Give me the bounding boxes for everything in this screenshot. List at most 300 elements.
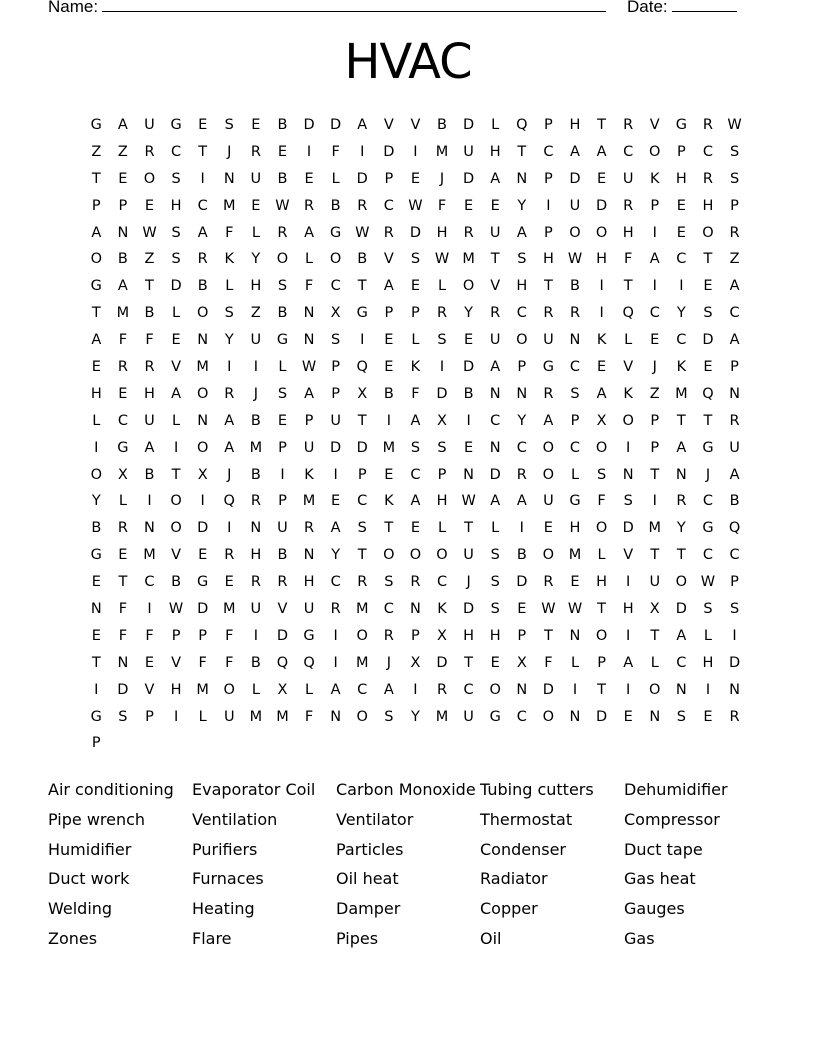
grid-letter: B xyxy=(463,385,474,402)
word-list-item: Duct tape xyxy=(624,839,703,859)
grid-letter: B xyxy=(277,170,288,187)
grid-letter: N xyxy=(516,170,528,187)
word-list-item: Ventilator xyxy=(336,809,414,829)
grid-letter: I xyxy=(306,143,312,160)
grid-letter: I xyxy=(333,466,338,483)
grid-letter: H xyxy=(569,117,581,133)
grid-letter: F xyxy=(225,654,234,671)
grid-letter: N xyxy=(675,681,687,698)
grid-letter: E xyxy=(198,547,208,564)
grid-letter: I xyxy=(626,627,631,644)
grid-letter: T xyxy=(597,681,606,698)
grid-letter: W xyxy=(461,493,476,510)
grid-letter: F xyxy=(118,601,128,618)
date-line[interactable] xyxy=(672,0,737,12)
grid-letter: Y xyxy=(517,412,527,429)
grid-letter: W xyxy=(275,197,290,214)
grid-letter: B xyxy=(383,385,394,402)
grid-letter: C xyxy=(543,143,554,160)
grid-letter: C xyxy=(649,305,660,322)
grid-letter: A xyxy=(330,520,341,537)
grid-letter: D xyxy=(276,627,289,644)
grid-letter: D xyxy=(356,170,368,187)
grid-letter: O xyxy=(196,439,209,456)
grid-letter: P xyxy=(676,143,686,160)
grid-letter: H xyxy=(702,654,714,671)
grid-letter: B xyxy=(277,117,288,133)
grid-letter: U xyxy=(223,708,235,725)
word-list-item: Zones xyxy=(48,928,98,948)
grid-letter: G xyxy=(489,708,501,725)
grid-letter: H xyxy=(702,197,714,214)
grid-letter: A xyxy=(676,627,687,644)
grid-letter: O xyxy=(196,305,209,322)
grid-letter: N xyxy=(303,305,315,322)
grid-letter: H xyxy=(622,601,634,618)
grid-letter: L xyxy=(305,681,314,698)
grid-letter: T xyxy=(543,627,553,644)
grid-letter: C xyxy=(383,601,394,618)
grid-letter: L xyxy=(251,224,260,241)
grid-letter: O xyxy=(675,574,688,591)
word-list-item: Radiator xyxy=(480,869,548,889)
grid-letter: A xyxy=(117,278,128,295)
grid-letter: O xyxy=(649,681,661,698)
grid-letter: N xyxy=(729,385,740,402)
grid-letter: D xyxy=(303,117,315,133)
grid-letter: F xyxy=(544,654,553,671)
grid-letter: R xyxy=(117,359,128,376)
grid-letter: I xyxy=(173,439,179,456)
grid-letter: V xyxy=(410,117,421,133)
grid-letter: E xyxy=(251,197,261,214)
grid-letter: K xyxy=(623,385,633,402)
grid-letter: O xyxy=(356,708,368,725)
grid-letter: E xyxy=(596,359,607,376)
grid-letter: U xyxy=(543,493,554,510)
grid-letter: M xyxy=(143,547,156,564)
grid-letter: M xyxy=(249,708,263,725)
grid-letter: D xyxy=(330,117,342,133)
grid-letter: T xyxy=(490,251,500,268)
grid-letter: I xyxy=(227,359,232,376)
grid-letter: N xyxy=(303,332,315,349)
grid-letter: T xyxy=(464,654,474,671)
grid-letter: T xyxy=(91,305,101,322)
grid-letter: R xyxy=(702,117,713,133)
grid-letter: D xyxy=(516,574,528,591)
grid-letter: O xyxy=(436,547,448,564)
grid-letter: D xyxy=(170,278,182,295)
grid-letter: S xyxy=(703,601,713,618)
grid-letter: N xyxy=(144,520,155,537)
grid-letter: T xyxy=(543,278,553,295)
grid-letter: I xyxy=(360,143,365,160)
grid-letter: D xyxy=(197,601,209,618)
grid-letter: X xyxy=(596,412,607,429)
grid-letter: E xyxy=(91,627,101,644)
grid-letter: E xyxy=(224,574,234,591)
grid-letter: M xyxy=(302,493,316,510)
grid-letter: F xyxy=(437,197,447,214)
word-list-item: Dehumidifier xyxy=(624,780,728,799)
grid-letter: I xyxy=(626,439,631,456)
grid-letter: U xyxy=(144,412,155,429)
grid-letter: E xyxy=(384,359,394,376)
grid-letter: L xyxy=(198,708,207,725)
grid-letter: M xyxy=(435,143,449,160)
grid-letter: X xyxy=(410,654,421,671)
grid-letter: T xyxy=(118,574,128,591)
grid-letter: H xyxy=(596,251,608,268)
grid-letter: A xyxy=(490,170,501,187)
grid-letter: D xyxy=(702,332,714,349)
grid-letter: L xyxy=(437,520,447,537)
grid-letter: G xyxy=(276,332,289,349)
grid-letter: M xyxy=(435,708,449,725)
grid-letter: X xyxy=(437,412,447,429)
grid-letter: E xyxy=(331,493,341,510)
grid-letter: A xyxy=(330,681,341,698)
grid-letter: W xyxy=(301,359,317,376)
grid-letter: P xyxy=(437,466,447,483)
grid-letter: E xyxy=(118,385,128,402)
grid-letter: N xyxy=(117,654,129,671)
grid-letter: V xyxy=(277,601,288,618)
grid-letter: I xyxy=(94,439,99,456)
grid-letter: I xyxy=(333,654,338,671)
grid-letter: T xyxy=(703,412,713,429)
grid-letter: Y xyxy=(464,305,474,322)
grid-letter: P xyxy=(145,708,154,725)
grid-letter: O xyxy=(516,332,528,349)
grid-letter: Q xyxy=(516,117,528,133)
grid-letter: I xyxy=(280,466,285,483)
grid-letter: O xyxy=(90,251,102,268)
grid-letter: K xyxy=(650,170,660,187)
word-list-item: Oil heat xyxy=(336,869,399,889)
grid-letter: A xyxy=(410,412,421,429)
grid-letter: E xyxy=(91,359,101,376)
grid-letter: C xyxy=(729,305,740,322)
grid-letter: U xyxy=(569,197,581,214)
grid-letter: H xyxy=(144,385,155,402)
word-list-item: Pipe wrench xyxy=(48,809,146,829)
grid-letter: V xyxy=(623,359,634,376)
grid-letter: Z xyxy=(649,385,660,402)
grid-letter: G xyxy=(90,117,102,133)
grid-letter: O xyxy=(542,708,555,725)
grid-letter: P xyxy=(544,170,553,187)
grid-letter: P xyxy=(171,627,181,644)
grid-letter: C xyxy=(383,197,394,214)
grid-letter: T xyxy=(597,117,606,133)
grid-letter: I xyxy=(546,197,551,214)
word-list-item: Purifiers xyxy=(192,839,258,859)
grid-letter: X xyxy=(277,681,288,698)
grid-letter: A xyxy=(91,332,102,349)
grid-letter: P xyxy=(730,197,739,214)
grid-letter: B xyxy=(144,305,155,322)
grid-letter: B xyxy=(330,197,341,214)
grid-letter: E xyxy=(650,332,660,349)
word-list-item: Condenser xyxy=(480,839,566,859)
grid-letter: P xyxy=(650,439,660,456)
grid-letter: S xyxy=(357,520,367,537)
grid-letter: A xyxy=(117,117,128,133)
grid-letter: D xyxy=(436,385,448,402)
grid-letter: V xyxy=(144,681,155,698)
grid-letter: C xyxy=(702,493,714,510)
grid-letter: B xyxy=(729,493,740,510)
grid-letter: B xyxy=(197,278,208,295)
grid-letter: H xyxy=(463,627,475,644)
grid-letter: L xyxy=(703,627,712,644)
grid-letter: U xyxy=(250,170,262,187)
grid-letter: R xyxy=(463,224,474,241)
grid-letter: X xyxy=(437,627,447,644)
grid-letter: I xyxy=(200,170,205,187)
grid-letter: X xyxy=(330,305,341,322)
grid-letter: A xyxy=(490,493,501,510)
grid-letter: L xyxy=(624,332,633,349)
grid-letter: S xyxy=(490,547,500,564)
grid-letter: O xyxy=(595,627,608,644)
grid-letter: E xyxy=(304,170,314,187)
grid-letter: D xyxy=(356,439,368,456)
grid-letter: T xyxy=(703,251,713,268)
grid-letter: E xyxy=(676,224,686,241)
grid-letter: S xyxy=(490,574,500,591)
grid-letter: K xyxy=(596,332,607,349)
grid-letter: Z xyxy=(729,251,740,268)
grid-letter: O xyxy=(595,439,608,456)
grid-letter: R xyxy=(250,143,261,160)
grid-letter: E xyxy=(703,708,713,725)
grid-letter: P xyxy=(730,574,739,591)
grid-letter: Q xyxy=(356,359,368,376)
name-field[interactable] xyxy=(48,0,606,17)
grid-letter: U xyxy=(489,224,501,241)
grid-letter: O xyxy=(329,251,342,268)
grid-letter: K xyxy=(410,359,421,376)
grid-letter: R xyxy=(224,547,235,564)
grid-letter: E xyxy=(517,601,527,618)
word-list xyxy=(48,777,768,956)
page-title: HVAC xyxy=(344,34,472,90)
grid-letter: O xyxy=(409,547,422,564)
grid-letter: R xyxy=(383,627,394,644)
grid-letter: U xyxy=(277,520,288,537)
grid-letter: D xyxy=(622,520,634,537)
grid-letter: O xyxy=(542,466,555,483)
grid-letter: P xyxy=(384,170,394,187)
grid-letter: A xyxy=(304,224,314,241)
grid-letter: P xyxy=(331,359,341,376)
grid-letter: H xyxy=(436,224,448,241)
grid-letter: E xyxy=(464,197,474,214)
grid-letter: A xyxy=(383,681,394,698)
grid-letter: O xyxy=(196,385,209,402)
grid-letter: U xyxy=(250,332,262,349)
grid-letter: J xyxy=(705,466,711,483)
grid-letter: L xyxy=(331,170,340,187)
grid-letter: Y xyxy=(251,251,261,268)
grid-letter: R xyxy=(197,251,208,268)
grid-letter: Q xyxy=(276,654,289,671)
grid-letter: I xyxy=(147,493,152,510)
grid-letter: U xyxy=(489,332,501,349)
grid-letter: E xyxy=(251,117,261,133)
grid-letter: W xyxy=(727,117,742,133)
grid-letter: T xyxy=(650,547,660,564)
grid-letter: C xyxy=(490,412,501,429)
grid-letter: C xyxy=(117,412,128,429)
grid-letter: G xyxy=(702,520,714,537)
grid-letter: W xyxy=(567,251,583,268)
grid-letter: D xyxy=(463,601,475,618)
grid-letter: P xyxy=(650,412,660,429)
grid-letter: A xyxy=(543,412,554,429)
grid-letter: N xyxy=(516,385,528,402)
grid-letter: L xyxy=(251,681,260,698)
grid-letter: H xyxy=(303,574,315,591)
grid-letter: S xyxy=(623,493,633,510)
grid-letter: L xyxy=(570,654,580,671)
grid-letter: A xyxy=(357,117,368,133)
grid-letter: N xyxy=(516,681,528,698)
grid-letter: D xyxy=(675,601,687,618)
grid-letter: I xyxy=(333,627,338,644)
grid-letter: E xyxy=(118,547,128,564)
word-list-item: Duct work xyxy=(48,869,130,889)
grid-letter: R xyxy=(250,574,261,591)
grid-letter: M xyxy=(382,439,396,456)
grid-letter: O xyxy=(595,224,608,241)
word-list-item: Pipes xyxy=(336,928,379,948)
grid-letter: I xyxy=(626,681,631,698)
grid-letter: H xyxy=(170,681,182,698)
grid-letter: A xyxy=(649,251,660,268)
grid-letter: P xyxy=(411,305,420,322)
grid-letter: A xyxy=(729,332,740,349)
grid-letter: L xyxy=(305,251,314,268)
grid-letter: I xyxy=(679,278,684,295)
grid-letter: C xyxy=(197,197,208,214)
grid-letter: M xyxy=(648,520,662,537)
grid-letter: J xyxy=(439,170,445,187)
grid-letter: H xyxy=(90,385,102,402)
grid-letter: P xyxy=(570,412,580,429)
grid-letter: G xyxy=(675,117,687,133)
grid-letter: I xyxy=(439,359,445,376)
grid-letter: T xyxy=(145,278,154,295)
grid-letter: H xyxy=(675,170,687,187)
word-list-item: Evaporator Coil xyxy=(192,780,316,799)
word-list-item: Gas heat xyxy=(624,869,696,889)
grid-letter: N xyxy=(223,170,235,187)
grid-letter: A xyxy=(224,412,235,429)
grid-letter: R xyxy=(676,493,687,510)
grid-letter: A xyxy=(729,466,740,483)
grid-letter: I xyxy=(626,574,631,591)
grid-letter: Q xyxy=(223,493,235,510)
grid-letter: I xyxy=(652,493,657,510)
grid-letter: R xyxy=(436,305,448,322)
grid-letter: A xyxy=(596,385,607,402)
grid-letter: D xyxy=(197,520,209,537)
grid-letter: R xyxy=(729,412,740,429)
grid-letter: O xyxy=(276,251,289,268)
grid-letter: O xyxy=(383,547,395,564)
grid-letter: C xyxy=(676,654,687,671)
date-field[interactable] xyxy=(627,0,737,17)
grid-letter: F xyxy=(198,654,207,671)
grid-letter: T xyxy=(650,466,660,483)
grid-letter: O xyxy=(622,412,634,429)
grid-letter: H xyxy=(516,278,528,295)
grid-letter: A xyxy=(144,439,155,456)
grid-letter: N xyxy=(489,439,501,456)
grid-letter: D xyxy=(330,439,342,456)
grid-letter: Q xyxy=(702,385,714,402)
grid-letter: W xyxy=(700,574,716,591)
grid-letter: B xyxy=(357,251,368,268)
grid-letter: W xyxy=(567,601,583,618)
grid-letter: G xyxy=(197,574,209,591)
grid-letter: I xyxy=(147,601,152,618)
grid-letter: C xyxy=(463,681,474,698)
grid-letter: M xyxy=(355,654,369,671)
grid-letter: D xyxy=(489,466,501,483)
grid-letter: I xyxy=(200,493,205,510)
grid-letter: H xyxy=(622,224,634,241)
grid-letter: C xyxy=(729,547,740,564)
grid-letter: P xyxy=(198,627,208,644)
grid-letter: N xyxy=(409,601,421,618)
grid-letter: I xyxy=(413,681,418,698)
grid-letter: R xyxy=(144,143,155,160)
grid-letter: P xyxy=(278,439,287,456)
grid-letter: S xyxy=(570,385,580,402)
grid-letter: G xyxy=(90,708,102,725)
grid-letter: Z xyxy=(91,143,102,160)
grid-letter: P xyxy=(517,359,527,376)
grid-letter: B xyxy=(117,251,128,268)
grid-letter: R xyxy=(277,224,288,241)
grid-letter: I xyxy=(173,708,179,725)
grid-letter: R xyxy=(277,574,288,591)
grid-letter: S xyxy=(729,143,740,160)
grid-letter: O xyxy=(462,278,475,295)
grid-letter: F xyxy=(597,493,606,510)
grid-letter: M xyxy=(675,385,688,402)
grid-letter: S xyxy=(384,574,394,591)
grid-letter: S xyxy=(331,332,341,349)
grid-letter: H xyxy=(489,627,501,644)
grid-letter: S xyxy=(490,601,500,618)
word-list-item: Furnaces xyxy=(192,869,264,889)
name-line[interactable] xyxy=(102,0,606,12)
grid-letter: G xyxy=(90,278,102,295)
grid-letter: T xyxy=(91,170,101,187)
grid-letter: F xyxy=(225,224,234,241)
grid-letter: S xyxy=(171,224,181,241)
grid-letter: H xyxy=(436,493,448,510)
grid-letter: F xyxy=(304,278,314,295)
grid-letter: I xyxy=(732,627,737,644)
grid-letter: V xyxy=(383,251,394,268)
